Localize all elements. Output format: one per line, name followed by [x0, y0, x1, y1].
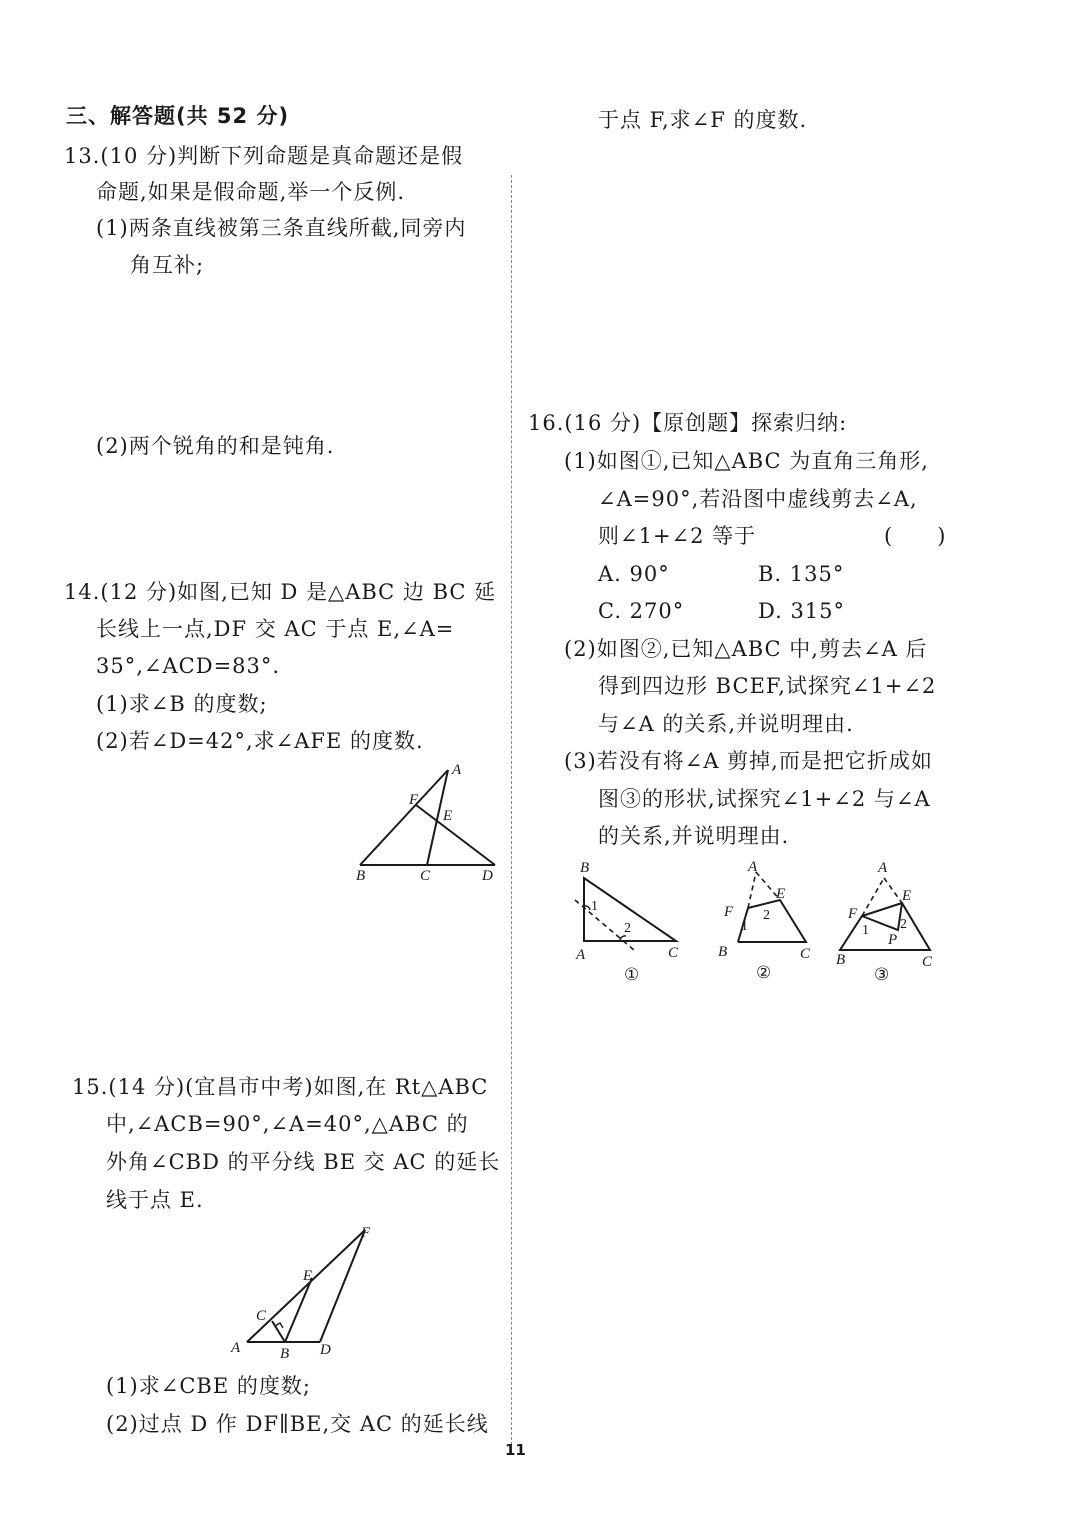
q16-fig1-label-c: C: [668, 945, 679, 961]
q14-label-d: D: [482, 868, 493, 884]
q14-line1: 14.(12 分)如图,已知 D 是△ABC 边 BC 延: [64, 580, 497, 604]
q16-fig3-label-c: C: [922, 954, 933, 970]
q16-part3-line3: 的关系,并说明理由.: [598, 824, 790, 848]
q16-part3-line1: (3)若没有将∠A 剪掉,而是把它折成如: [564, 749, 933, 773]
q16-fig3-angle-1: 1: [862, 923, 869, 938]
q16-fig3-label-p: P: [888, 932, 898, 948]
q14-label-c: C: [420, 868, 431, 884]
q16-fig2-label-f: F: [724, 904, 734, 920]
q16-fig1-angle-2: 2: [624, 921, 631, 936]
q14-part1: (1)求∠B 的度数;: [96, 692, 268, 716]
q14-label-f: F: [409, 792, 419, 808]
q14-label-a: A: [452, 762, 462, 778]
q16-figure-1: [570, 858, 690, 988]
q16-fig3-label-e: E: [902, 888, 912, 904]
q14-label-e: E: [443, 808, 453, 824]
q16-fig2-label-b: B: [718, 944, 728, 960]
q16-figure-2: [712, 858, 822, 988]
q16-fig1-angle-1: 1: [591, 899, 598, 914]
q16-part3-line2: 图③的形状,试探究∠1+∠2 与∠A: [598, 787, 931, 811]
q16-fig2-caption: ②: [756, 963, 772, 982]
q15-triangle-figure: [225, 1220, 385, 1360]
q13-part1-line2: 角互补;: [130, 253, 205, 277]
q16-fig3-angle-2: 2: [900, 917, 907, 932]
column-divider: [511, 175, 512, 1445]
q15-label-d: D: [320, 1342, 331, 1358]
q16-part1-line1: (1)如图①,已知△ABC 为直角三角形,: [564, 449, 929, 473]
q14-line3: 35°,∠ACD=83°.: [96, 654, 281, 678]
q16-part1-line2: ∠A=90°,若沿图中虚线剪去∠A,: [598, 487, 918, 511]
q16-part1-line3: 则∠1+∠2 等于: [598, 524, 757, 548]
q14-part2: (2)若∠D=42°,求∠AFE 的度数.: [96, 729, 424, 753]
q16-figure-3: [830, 858, 950, 988]
q16-fig2-angle-2: 2: [763, 908, 770, 923]
q16-fig3-label-f: F: [848, 906, 858, 922]
q15-line4: 线于点 E.: [106, 1188, 204, 1212]
q15-label-f: F: [361, 1225, 371, 1241]
page-number: 11: [505, 1441, 526, 1459]
q15-label-a: A: [231, 1340, 241, 1356]
q16-fig2-angle-1: 1: [741, 919, 748, 934]
q14-line2: 长线上一点,DF 交 AC 于点 E,∠A=: [96, 617, 455, 641]
q13-line2: 命题,如果是假命题,举一个反例.: [96, 180, 406, 204]
q16-option-a: A. 90°: [598, 562, 670, 586]
q15-part2: (2)过点 D 作 DF∥BE,交 AC 的延长线: [106, 1412, 489, 1436]
q15-part1: (1)求∠CBE 的度数;: [106, 1374, 311, 1398]
q16-answer-bracket: ( ): [884, 524, 947, 548]
q16-fig1-caption: ①: [624, 965, 640, 984]
q16-line1: 16.(16 分)【原创题】探索归纳:: [528, 411, 848, 435]
q15-line2: 中,∠ACB=90°,∠A=40°,△ABC 的: [106, 1112, 469, 1136]
q15-continuation: 于点 F,求∠F 的度数.: [598, 108, 808, 132]
q15-label-e: E: [303, 1268, 313, 1284]
q16-option-b: B. 135°: [758, 562, 845, 586]
q16-fig3-caption: ③: [874, 965, 890, 984]
q14-triangle-figure: [350, 760, 510, 890]
q15-label-c: C: [256, 1308, 267, 1324]
q16-fig1-label-b: B: [580, 860, 590, 876]
q15-label-b: B: [280, 1346, 290, 1362]
q16-fig3-label-a: A: [878, 860, 888, 876]
q16-fig2-label-a: A: [748, 859, 758, 875]
q14-label-b: B: [356, 868, 366, 884]
q13-part2: (2)两个锐角的和是钝角.: [96, 434, 335, 458]
q16-part2-line1: (2)如图②,已知△ABC 中,剪去∠A 后: [564, 637, 928, 661]
q16-fig2-label-c: C: [800, 946, 811, 962]
section-title: 三、解答题(共 52 分): [66, 104, 290, 128]
q13-part1-line1: (1)两条直线被第三条直线所截,同旁内: [96, 216, 467, 240]
q16-option-c: C. 270°: [598, 599, 685, 623]
q16-part2-line2: 得到四边形 BCEF,试探究∠1+∠2: [598, 674, 937, 698]
q16-option-d: D. 315°: [758, 599, 846, 623]
q15-line3: 外角∠CBD 的平分线 BE 交 AC 的延长: [106, 1150, 501, 1174]
q13-line1: 13.(10 分)判断下列命题是真命题还是假: [64, 144, 464, 168]
q16-fig1-label-a: A: [576, 947, 586, 963]
q15-line1: 15.(14 分)(宜昌市中考)如图,在 Rt△ABC: [72, 1075, 489, 1099]
q16-fig2-label-e: E: [776, 886, 786, 902]
q16-part2-line3: 与∠A 的关系,并说明理由.: [598, 712, 854, 736]
q16-fig3-label-b: B: [836, 952, 846, 968]
